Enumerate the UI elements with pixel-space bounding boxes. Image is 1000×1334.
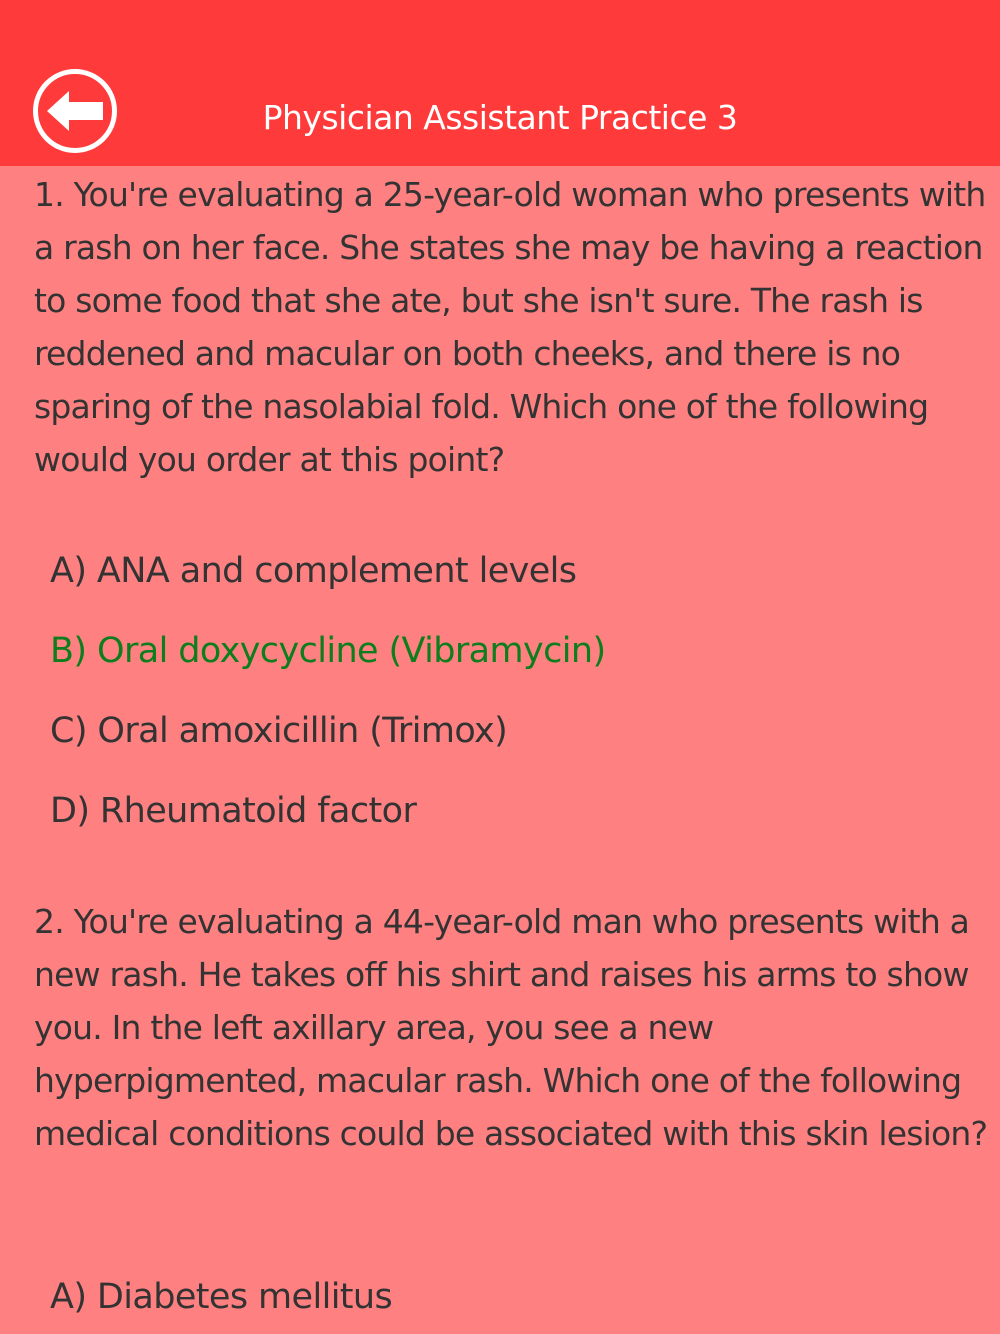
question-1-option-a[interactable]: A) ANA and complement levels (50, 551, 577, 591)
question-list[interactable] (0, 166, 1000, 1334)
question-1-option-d[interactable]: D) Rheumatoid factor (50, 791, 417, 831)
question-2-text: 2. You're evaluating a 44-year-old man who presents with a new rash. He takes off his shirt and raises his arms to show you. In the left axillary area, you see a new hyperpigmented, macular rash. Which one of the following medical conditions could be associated with this skin lesion? (34, 902, 988, 1153)
question-1-option-b[interactable]: B) Oral doxycycline (Vibramycin) (50, 631, 606, 671)
question-2-option-a[interactable]: A) Diabetes mellitus (50, 1277, 393, 1317)
page-title: Physician Assistant Practice 3 (262, 98, 738, 137)
question-1-option-c[interactable]: C) Oral amoxicillin (Trimox) (50, 711, 508, 751)
header-bar (0, 0, 1000, 166)
question-1-text: 1. You're evaluating a 25-year-old woman who presents with a rash on her face. She states she may be having a reaction to some food that she ate, but she isn't sure. The rash is reddened and macular on both cheeks, and there is no sparing of the nasolabial fold. Which one of the following would you order at this point? (34, 175, 986, 479)
